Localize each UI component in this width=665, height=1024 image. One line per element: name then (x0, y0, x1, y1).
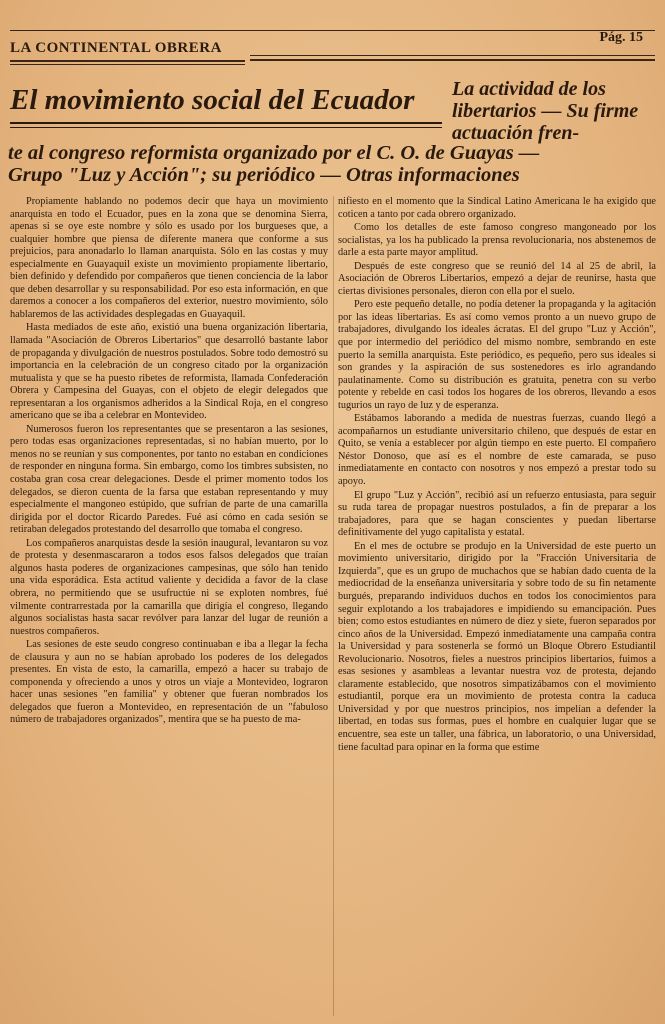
masthead-rule (250, 55, 655, 56)
paragraph: Después de este congreso que se reunió del 14 al 25 de abril, la Asociación de Obreros Libertarios, empezó a dejar de reunirse, hasta que ciertas divisiones personales, dieron con ella por el suelo. (338, 260, 656, 297)
paragraph: El grupo "Luz y Acción", recibió así un refuerzo entusiasta, para seguir su ruda tarea de propagar nuestros postulados, a fin de preparar a los trabajadores, para que se hagan conscientes y puedan libertarse definitivamente del yugo capitalista y estatal. (338, 489, 656, 539)
masthead-rule (250, 59, 655, 61)
paragraph: Hasta mediados de este año, existió una buena organización libertaria, llamada "Asociación de Obreros Libertarios" que desarrolló bastante labor de propaganda y divulgación de nuestros postulados. Sobre todo demostró su importancia en la celebración de un congreso citado por la organización mutualista y que se ha puesto ribetes de reformista, llamada Confederación Obrera y Campesina del Guayas, con el objeto de elegir delegados que representaran a los organismos adheridos a la Sindical Roja, en el congreso americano que se iba a celebrar en Montevideo. (10, 322, 328, 422)
masthead-top-rule (10, 30, 655, 31)
paragraph: nifiesto en el momento que la Sindical Latino Americana le ha exigido que coticen a tanto por cada obrero organizado. (338, 196, 656, 220)
column-divider (333, 196, 334, 1016)
title-rule (10, 127, 442, 128)
page-number: Pág. 15 (599, 30, 643, 45)
publication-name: LA CONTINENTAL OBRERA (10, 40, 222, 56)
subtitle-line: Grupo "Luz y Acción"; su periódico — Otras informaciones (8, 164, 520, 186)
right-column (338, 196, 656, 755)
article-subtitle-continuation (8, 142, 658, 186)
masthead (10, 30, 655, 68)
article-subtitle: La actividad de los libertarios — Su firme actuación fren- (452, 78, 639, 144)
paragraph: Como los detalles de este famoso congreso mangoneado por los socialistas, ya los ha publicado la prensa revolucionaria, nos abstenemos de darle a esta parte mayor amplitud. (338, 222, 656, 259)
masthead-rule (10, 64, 245, 65)
paragraph: Numerosos fueron los representantes que se presentaron a las sesiones, pero todas esas organizaciones representadas, si no habían muerto, por lo menos no se reunían y sus componentes, por tanto no estaban en condiciones de responder en ninguna forma. Sin embargo, como los timbres subsisten, no costaba gran cosa crear delegaciones. Desde el primer momento todos los delegados, se dieron cuenta de la farsa que estaban representando y muy especialmente el mangoneo estúpido, que sufrían de parte de una camarilla dirigida por el doctor Ricardo Paredes. Fué así cómo en cada sesión se retiraban delegados protestando del desarrollo que tomaba el congreso. (10, 423, 328, 536)
paragraph: Pero este pequeño detalle, no podía detener la propaganda y la agitación por las ideas libertarias. Es así como vemos pronto a un nuevo grupo de trabajadores, divulgando los ideales ácratas. El del grupo "Luz y Acción", que por intermedio del periódico del mismo nombre, sembrando en este puerto la semilla anarquista. Este periódico, es pequeño, pero sus ideales si son grandes y la aspiración de sus sostenedores es irlo agrandando paulatinamente. Como su distribución es gratuita, penetra con su verbo potente y rebelde en casi todos los hogares de los obreros, llevando a esos tugurios un rayo de luz y de esperanza. (338, 299, 656, 411)
left-column (10, 196, 328, 728)
paragraph: Las sesiones de este seudo congreso continuaban e iba a llegar la fecha de clausura y aun no se habían aprobado los poderes de los delegados presentes. En vista de esto, la camarilla, empezó a hacer su trabajo de componenda y ofreciendo a unos y otros un viaje a Montevideo, lograron hacer unas sesiones "en familia" y obtener que fueran nombrados los delegados que fueron a Montevideo, en representación de un "fabuloso número de trabajadores organizados", mentira que se ha puesto de ma- (10, 639, 328, 726)
title-rule (10, 122, 442, 124)
article-title: El movimiento social del Ecuador (10, 84, 415, 116)
paragraph: Propiamente hablando no podemos decir que haya un movimiento anarquista en todo el Ecuador, pues en la zona que se denomina Sierra, apenas si se oye este nombre y sólo es usado por los burgueses que, a cualquier hombre que piensa de diferente manera que conforme a sus prejuicios, para anonadarlo lo llaman anarquista. Sólo en las costas y muy especialmente en Guayaquil existe un movimiento propiamente libertario, bien definido y defendido por compañeros que tienen conciencia de la labor que deben desarrollar y su responsabilidad. Por eso esta información, en que daremos a conocer a los compañeros del exterior, nuestro movimiento, sólo hablaremos de las actividades desplegadas en Guayaquil. (10, 196, 328, 320)
paragraph: Estábamos laborando a medida de nuestras fuerzas, cuando llegó a acompañarnos un estudiante universitario chileno, que después de estar en Quito, se venía a establecer por algún tiempo en este puerto. El compañero Néstor Donoso, que así es el nombre de este camarada, se puso inmediatamente en contacto con nosotros y nos empezó a prestar todo su apoyo. (338, 413, 656, 488)
paragraph: Los compañeros anarquistas desde la sesión inaugural, levantaron su voz de protesta y desenmascararon a todos esos falsos delegados que traían algunos hasta poderes de organizaciones campesinas, que sólo han tenido una vida esporádica. Esta actitud valiente y decidida a favor de la clase obrera, no permitiendo que se usufructúe ni se exploten nombres, fué vilmente contrarrestada por la camarilla que dirigía el congreso, llegando algunos socialistas hasta sacar revólver para lanzar del lugar de reunión a nuestros compañeros. (10, 537, 328, 637)
subtitle-line: te al congreso reformista organizado por el C. O. de Guayas — (8, 142, 540, 164)
paragraph: En el mes de octubre se produjo en la Universidad de este puerto un movimiento universitario, dirigido por la "Fracción Universitaria de Izquierda", que es un grupo de muchachos que se habían dado cuenta de la mediocridad de la enseñanza universitaria y sobre todo de su fin netamente burgués, preparando individuos duchos en todos los conocimientos para seguir explotando a los trabajadores e impidiendo su emancipación. Pues bien; como estos estudiantes en número de diez y siete, fueron separados por cinco años de la Universidad. Empezó inmediatamente una campaña contra la Universidad y para sostenerla se formó un Bloque Obrero Estudiantil Revolucionario. Nosotros, fieles a nuestros principios libertarios, fuimos a esas sesiones y asambleas a levantar nuestra voz de protesta, dejando claramente establecido, que nosotros simpatizábamos con el movimiento estudiantil, porque era un movimiento de protesta contra la caduca Universidad y por que nuestros principios, nos impelían a defender la libertad, en todas sus formas, pues el hombre en cualquier lugar que se encuentre, sea este un taller, una fábrica, un laboratorio, o una Universidad, tiene facultad para opinar en la forma que estime (338, 540, 656, 753)
masthead-rule (10, 60, 245, 62)
